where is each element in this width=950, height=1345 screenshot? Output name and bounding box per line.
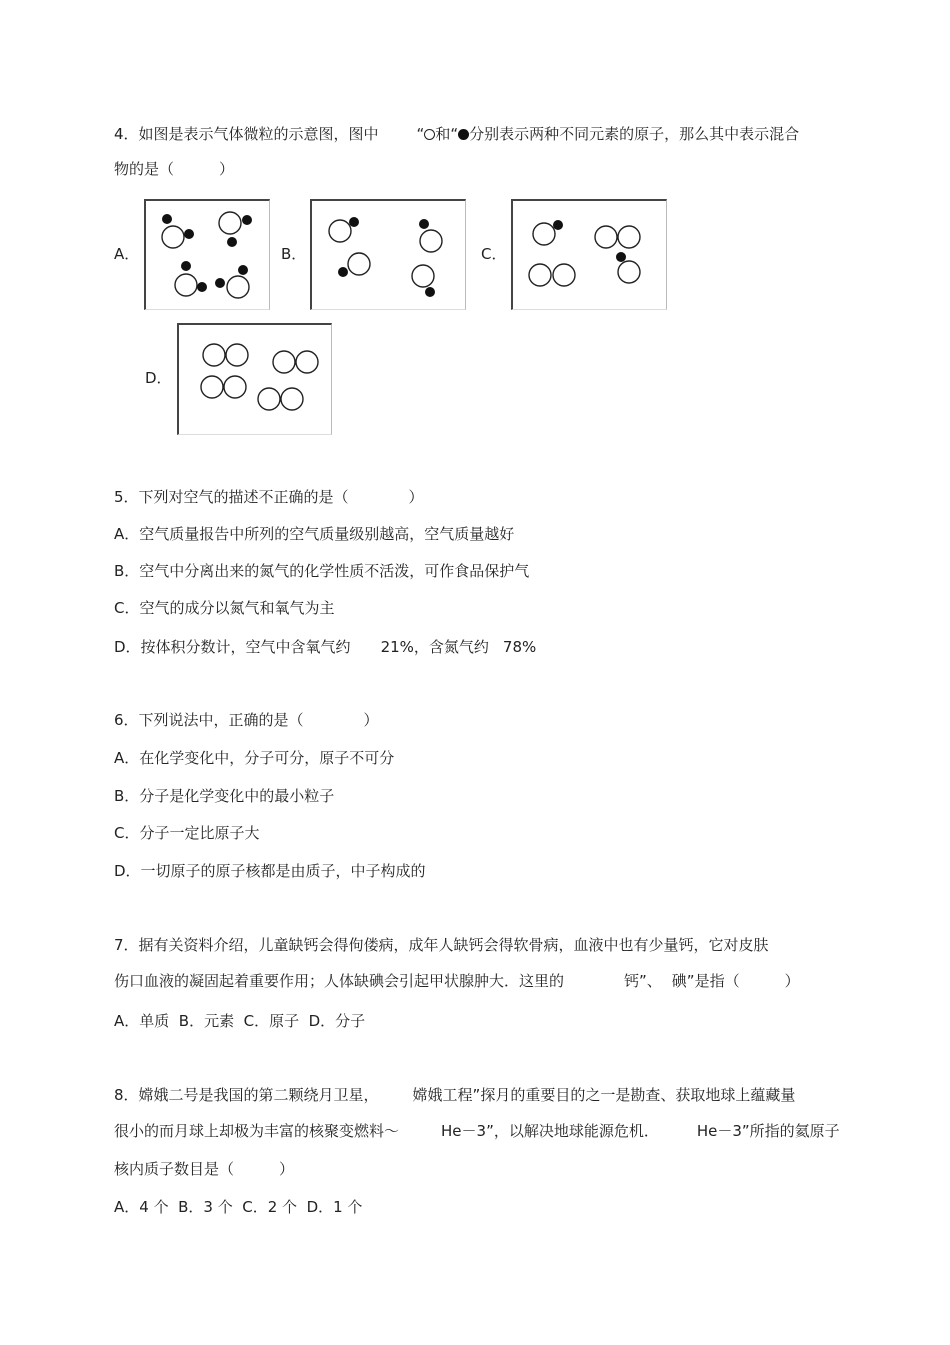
open-circle-atom-icon [424,129,435,140]
q7-options: A．单质 B．元素 C．原子 D．分子 [114,1012,366,1030]
q4-option-a-label: A． [114,245,140,263]
q7-stem-line1: 7．据有关资料介绍，儿童缺钙会得佝偻病，成年人缺钙会得软骨病，血液中也有少量钙，它对皮肤 [114,936,769,954]
diagram-a-molecules [146,201,269,309]
q4-option-c-label: C． [481,245,507,263]
solid-circle-atom-icon [458,129,469,140]
q4-option-d-label: D． [145,369,172,387]
q4-stem-line2: 物的是（ ） [114,160,235,178]
q6-option-b: B．分子是化学变化中的最小粒子 [114,787,335,805]
q8-options: A．4 个 B．3 个 C．2 个 D．1 个 [114,1198,363,1216]
q5-option-a: A．空气质量报告中所列的空气质量级别越高，空气质量越好 [114,525,515,543]
q6-option-a: A．在化学变化中，分子可分，原子不可分 [114,749,395,767]
q5-stem: 5．下列对空气的描述不正确的是（ ） [114,488,424,506]
q5-option-b: B．空气中分离出来的氮气的化学性质不活泼，可作食品保护气 [114,562,530,580]
q4-diagram-d [177,323,332,435]
q8-stem-line3: 核内质子数目是（ ） [114,1160,295,1178]
q4-stem-line1: 4．如图是表示气体微粒的示意图，图中 “ 和“ 分别表示两种不同元素的原子，那么其中表示混合 [114,125,800,143]
diagram-d-molecules [179,325,331,434]
q8-stem-line1: 8．嫦娥二号是我国的第二颗绕月卫星， 嫦娥工程”探月的重要目的之一是勘查、获取地球上蕴藏量 [114,1086,796,1104]
q8-stem-line2: 很小的而月球上却极为丰富的核聚变燃料～ He－3”，以解决地球能源危机． He－3”所指的氦原子 [114,1122,840,1140]
q5-option-d: D．按体积分数计，空气中含氧气约 21%，含氮气约 78% [114,638,537,656]
q6-option-c: C．分子一定比原子大 [114,824,260,842]
q6-option-d: D．一切原子的原子核都是由质子，中子构成的 [114,862,426,880]
q4-diagram-c [511,199,667,310]
q7-stem-line2: 伤口血液的凝固起着重要作用；人体缺碘会引起甲状腺肿大．这里的 钙”、 碘”是指（ ） [114,972,800,990]
diagram-c-molecules [513,201,666,309]
diagram-b-molecules [312,201,465,309]
q4-diagram-a [144,199,270,310]
q5-option-c: C．空气的成分以氮气和氧气为主 [114,599,335,617]
q4-diagram-b [310,199,466,310]
q6-stem: 6．下列说法中，正确的是（ ） [114,711,379,729]
q4-option-b-label: B． [281,245,307,263]
